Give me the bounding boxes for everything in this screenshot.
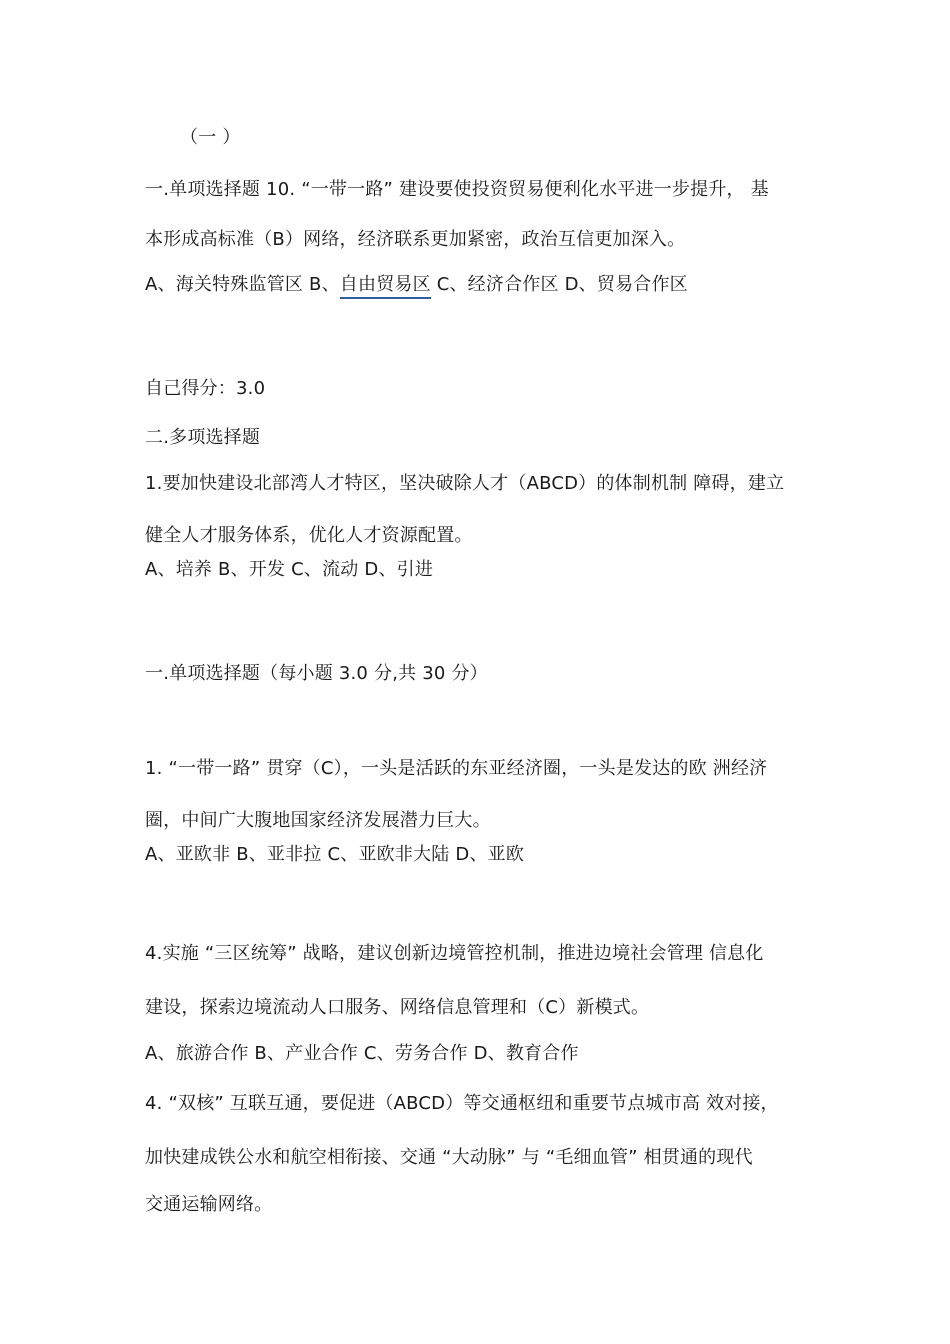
- question-single-4a-line2: 建设，探索边境流动人口服务、网络信息管理和（C）新模式。: [145, 997, 650, 1018]
- question-single-10-options: [145, 273, 688, 297]
- question-single-10-line1: 一.单项选择题 10. “一带一路” 建设要使投资贸易便利化水平进一步提升， 基: [145, 179, 769, 200]
- option-c: C、经济合作区: [436, 274, 559, 295]
- option-a: A、海关特殊监管区: [145, 274, 304, 295]
- question-single-4b-line3: 交通运输网络。: [145, 1194, 273, 1215]
- question-single-4a-options: A、旅游合作 B、产业合作 C、劳务合作 D、教育合作: [145, 1043, 579, 1064]
- multi-choice-heading: 二.多项选择题: [145, 427, 261, 448]
- single-choice-heading: 一.单项选择题（每小题 3.0 分,共 30 分）: [145, 663, 488, 684]
- question-single-10-line2: 本形成高标准（B）网络，经济联系更加紧密，政治互信更加深入。: [145, 229, 686, 250]
- question-single-1-line1: 1. “一带一路” 贯穿（C），一头是活跃的东亚经济圈，一头是发达的欧 洲经济: [145, 758, 768, 779]
- option-b-answer: 自由贸易区: [340, 274, 431, 299]
- score-text: 自己得分：3.0: [145, 378, 266, 399]
- question-multi-1-options: A、培养 B、开发 C、流动 D、引进: [145, 559, 434, 580]
- question-single-4a-line1: 4.实施 “三区统筹” 战略，建议创新边境管控机制，推进边境社会管理 信息化: [145, 943, 764, 964]
- option-b-prefix: B、: [309, 274, 340, 295]
- question-single-1-line2: 圈，中间广大腹地国家经济发展潜力巨大。: [145, 810, 491, 831]
- question-single-4b-line1: 4. “双核” 互联互通，要促进（ABCD）等交通枢纽和重要节点城市高 效对接，: [145, 1093, 779, 1114]
- question-single-1-options: A、亚欧非 B、亚非拉 C、亚欧非大陆 D、亚欧: [145, 844, 525, 865]
- section-heading: （一 ）: [180, 127, 241, 148]
- option-d: D、贸易合作区: [564, 274, 688, 295]
- question-multi-1-line1: 1.要加快建设北部湾人才特区，坚决破除人才（ABCD）的体制机制 障碍，建立: [145, 473, 785, 494]
- question-single-4b-line2: 加快建成铁公水和航空相衔接、交通 “大动脉” 与 “毛细血管” 相贯通的现代: [145, 1147, 753, 1168]
- question-multi-1-line2: 健全人才服务体系，优化人才资源配置。: [145, 525, 473, 546]
